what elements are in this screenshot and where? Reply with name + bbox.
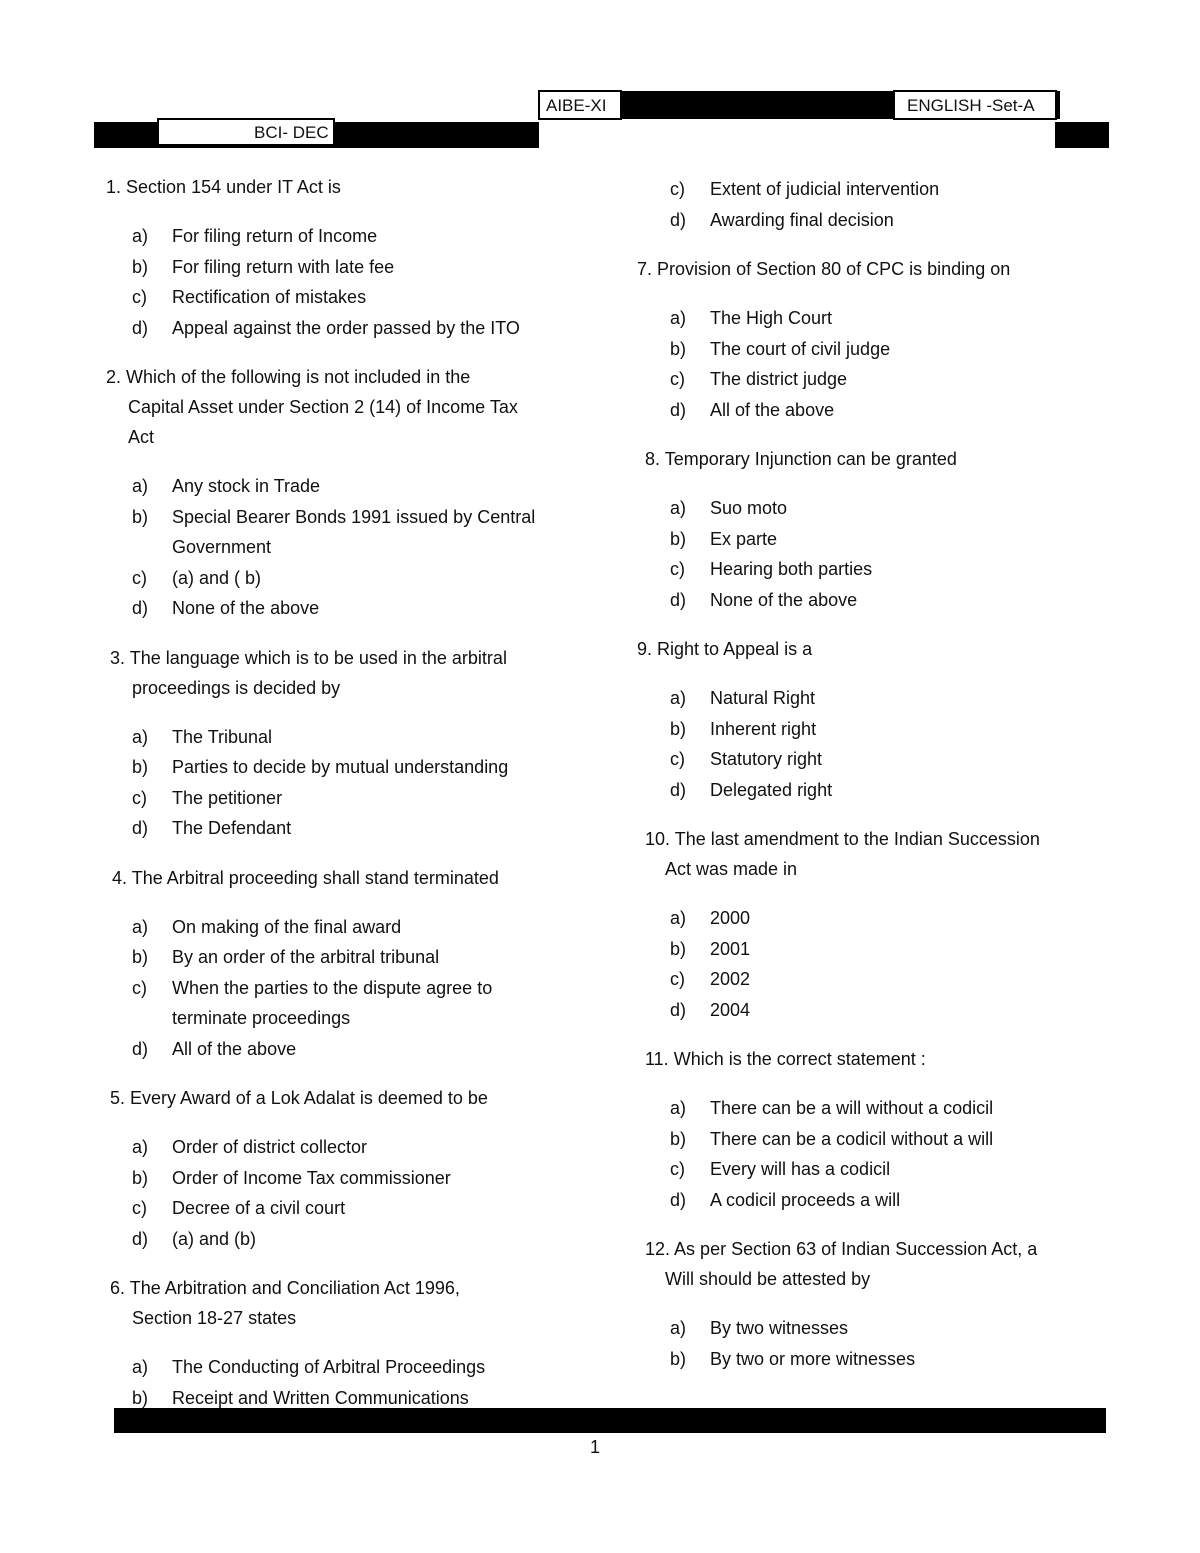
option-text: Statutory right [710, 749, 823, 769]
question-number: 2. [106, 367, 122, 387]
question-text [106, 172, 586, 202]
question-item [110, 1083, 586, 1254]
header-exam-name: AIBE-XI [538, 90, 622, 120]
option-item [641, 775, 1161, 806]
option-text: Extent of judicial intervention [710, 179, 940, 199]
option-item [641, 1124, 1161, 1155]
option-letter: a) [132, 726, 149, 747]
question-number: 5. [110, 1088, 126, 1108]
question-line: Section 154 under IT Act is [126, 177, 341, 197]
options-list [106, 221, 586, 343]
option-letter: b) [670, 718, 687, 739]
option-text: Government [172, 537, 272, 557]
option-letter: c) [670, 749, 685, 769]
question-text: Section 18-27 states [132, 1308, 297, 1328]
option-item [641, 334, 1161, 365]
option-text: Awarding final decision [710, 209, 894, 230]
option-letter: a) [670, 308, 687, 328]
options-list [641, 1093, 1161, 1215]
options-list [106, 1352, 586, 1408]
question-text [645, 1234, 1161, 1264]
option-letter: a) [670, 498, 687, 518]
option-text: There can be a will without a codicil [710, 1098, 994, 1118]
option-text: 2000 [710, 908, 751, 928]
option-item [106, 593, 586, 624]
option-item [641, 585, 1161, 616]
option-item [106, 563, 586, 594]
option-text: By two or more witnesses [710, 1348, 916, 1369]
option-letter: a) [132, 1137, 149, 1157]
option-item [106, 1383, 586, 1409]
question-text: Act [128, 427, 155, 447]
question-number: 7. [637, 259, 653, 279]
option-letter: d) [132, 598, 149, 618]
option-item [641, 205, 1161, 236]
question-line: Which of the following is not included in the [126, 367, 471, 387]
option-letter: b) [670, 1348, 687, 1369]
option-letter: d) [132, 317, 149, 338]
question-number: 11. [645, 1049, 669, 1069]
question-text [645, 824, 1161, 854]
option-text: When the parties to the dispute agree to [172, 977, 493, 998]
question-line: As per Section 63 of Indian Succession Act, a [674, 1239, 1038, 1259]
question-number: 9. [637, 639, 653, 659]
option-text: The High Court [710, 308, 833, 328]
option-letter: d) [132, 1038, 149, 1059]
option-letter: a) [670, 908, 687, 928]
option-letter: b) [670, 1128, 687, 1149]
option-letter: a) [132, 226, 149, 246]
question-continuation [641, 174, 1161, 235]
question-item [106, 362, 586, 624]
option-text: Order of Income Tax commissioner [172, 1167, 451, 1188]
option-text: All of the above [172, 1038, 297, 1059]
option-text: For filing return of Income [172, 226, 378, 246]
option-text: There can be a codicil without a will [710, 1128, 994, 1149]
option-letter: b) [132, 256, 149, 277]
question-text: Will should be attested by [665, 1269, 871, 1289]
option-letter: a) [132, 1357, 149, 1377]
option-text: The petitioner [172, 787, 283, 808]
option-item [641, 303, 1161, 334]
question-number: 8. [645, 449, 661, 469]
option-text: By two witnesses [710, 1318, 849, 1338]
option-text: Ex parte [710, 528, 778, 549]
question-line: Temporary Injunction can be granted [664, 449, 957, 469]
question-item [637, 254, 1161, 425]
footer-bar [114, 1408, 1106, 1433]
question-text: proceedings is decided by [132, 677, 341, 698]
question-number: 1. [106, 177, 122, 197]
option-letter: b) [670, 938, 687, 959]
option-text: None of the above [710, 589, 858, 610]
question-text: Act was made in [665, 859, 798, 879]
option-letter: a) [670, 688, 687, 708]
option-letter: d) [670, 399, 687, 420]
option-letter: c) [670, 369, 685, 389]
question-text [637, 634, 1161, 664]
options-list [106, 471, 586, 624]
left-column [106, 172, 586, 1408]
option-text: Every will has a codicil [710, 1159, 891, 1179]
option-text: A codicil proceeds a will [710, 1189, 901, 1210]
option-item [106, 1224, 586, 1255]
option-text: Hearing both parties [710, 559, 873, 579]
option-item [106, 973, 586, 1034]
header-exam-code: BCI- DEC [157, 118, 335, 146]
question-line: Right to Appeal is a [657, 639, 813, 659]
option-letter: c) [670, 179, 685, 199]
option-text: 2004 [710, 999, 751, 1020]
option-text: 2002 [710, 969, 751, 989]
option-item [106, 252, 586, 283]
option-item [641, 683, 1161, 714]
option-letter: d) [132, 818, 149, 838]
option-item [106, 752, 586, 783]
question-text [110, 1273, 586, 1303]
option-item [106, 1193, 586, 1224]
option-item [106, 1163, 586, 1194]
option-letter: b) [670, 528, 687, 549]
option-item [641, 1093, 1161, 1124]
option-letter: b) [132, 1167, 149, 1188]
option-text: 2001 [710, 938, 751, 959]
option-item [641, 995, 1161, 1026]
option-item [641, 744, 1161, 775]
option-item [641, 493, 1161, 524]
question-item [112, 863, 586, 1065]
option-text: All of the above [710, 399, 835, 420]
option-letter: c) [132, 1198, 147, 1218]
options-list [641, 1313, 1161, 1374]
question-line: The language which is to be used in the arbitral [129, 647, 507, 668]
option-text: Any stock in Trade [172, 476, 321, 496]
question-item [645, 1044, 1161, 1215]
options-list [641, 683, 1161, 805]
option-item [641, 364, 1161, 395]
option-letter: d) [670, 999, 687, 1020]
option-item [106, 1034, 586, 1065]
question-text [637, 254, 1161, 284]
question-text: Capital Asset under Section 2 (14) of Income Tax [128, 397, 518, 417]
option-text: Appeal against the order passed by the ITO [172, 317, 520, 338]
option-text: Parties to decide by mutual understanding [172, 757, 509, 777]
option-item [106, 221, 586, 252]
option-item [106, 282, 586, 313]
options-list [641, 903, 1161, 1025]
option-item [106, 783, 586, 814]
option-item [106, 502, 586, 563]
question-text [645, 1044, 1161, 1074]
option-item [641, 714, 1161, 745]
option-letter: c) [670, 1159, 685, 1179]
question-text [110, 643, 586, 673]
option-text: The court of civil judge [710, 338, 891, 359]
question-number: 6. [110, 1278, 126, 1298]
question-number: 12. [645, 1239, 671, 1259]
option-text: Order of district collector [172, 1137, 368, 1157]
option-letter: d) [132, 1228, 149, 1249]
option-item [641, 903, 1161, 934]
question-number: 3. [110, 647, 126, 668]
options-list [641, 303, 1161, 425]
question-item [637, 634, 1161, 805]
question-line: The Arbitration and Conciliation Act 1996, [129, 1278, 460, 1298]
right-column [637, 172, 1161, 1374]
question-item [645, 1234, 1161, 1374]
options-list [106, 912, 586, 1065]
option-text: Inherent right [710, 718, 817, 739]
option-item [106, 1352, 586, 1383]
option-item [641, 934, 1161, 965]
question-item [106, 172, 586, 343]
option-text: Special Bearer Bonds 1991 issued by Central [172, 506, 536, 527]
question-item [110, 643, 586, 844]
option-letter: b) [132, 947, 149, 967]
option-text: Rectification of mistakes [172, 287, 367, 307]
option-text: Suo moto [710, 498, 788, 518]
option-letter: d) [670, 1189, 687, 1210]
option-letter: b) [132, 506, 149, 527]
option-letter: d) [670, 779, 687, 800]
option-item [106, 942, 586, 973]
option-text: The Tribunal [172, 726, 273, 747]
question-item [645, 444, 1161, 615]
option-item [106, 1132, 586, 1163]
option-text: By an order of the arbitral tribunal [172, 947, 440, 967]
question-line: Every Award of a Lok Adalat is deemed to be [130, 1088, 488, 1108]
header-set: ENGLISH -Set-A [893, 90, 1057, 120]
option-letter: c) [670, 559, 685, 579]
question-text [106, 362, 586, 392]
question-text [112, 863, 586, 893]
option-text: The Defendant [172, 818, 292, 838]
options-list [641, 493, 1161, 615]
question-item [645, 824, 1161, 1025]
option-text: (a) and ( b) [172, 567, 262, 588]
option-letter: a) [132, 916, 149, 937]
question-number: 10. [645, 829, 671, 849]
option-item [641, 395, 1161, 426]
option-text: The Conducting of Arbitral Proceedings [172, 1357, 486, 1377]
option-letter: d) [670, 209, 687, 230]
option-item [641, 964, 1161, 995]
option-text: Decree of a civil court [172, 1198, 346, 1218]
option-letter: b) [670, 338, 687, 359]
option-item [106, 722, 586, 753]
options-list [106, 722, 586, 844]
option-letter: c) [132, 287, 147, 307]
option-text: None of the above [172, 598, 320, 618]
option-letter: c) [670, 969, 685, 989]
option-item [106, 471, 586, 502]
option-letter: c) [132, 787, 147, 808]
question-number: 4. [112, 867, 128, 888]
question-line: The Arbitral proceeding shall stand terminated [131, 867, 499, 888]
option-item [641, 524, 1161, 555]
option-item [641, 554, 1161, 585]
option-text: For filing return with late fee [172, 256, 395, 277]
option-letter: a) [670, 1318, 687, 1338]
question-line: The last amendment to the Indian Succession [674, 829, 1040, 849]
option-letter: c) [132, 977, 147, 998]
option-item [106, 912, 586, 943]
option-text: Natural Right [710, 688, 816, 708]
option-text: Delegated right [710, 779, 833, 800]
option-item [641, 1185, 1161, 1216]
option-text: terminate proceedings [172, 1008, 351, 1028]
option-letter: b) [132, 1387, 149, 1408]
option-letter: a) [132, 476, 149, 496]
question-text [110, 1083, 586, 1113]
page-number: 1 [589, 1437, 600, 1457]
question-item [110, 1273, 586, 1408]
option-text: On making of the final award [172, 916, 402, 937]
question-text [645, 444, 1161, 474]
option-text: The district judge [710, 369, 848, 389]
question-line: Which is the correct statement : [673, 1049, 926, 1069]
option-letter: c) [132, 567, 147, 588]
option-letter: b) [132, 757, 149, 777]
option-item [641, 174, 1161, 205]
option-item [641, 1154, 1161, 1185]
option-text: (a) and (b) [172, 1228, 257, 1249]
option-item [106, 313, 586, 344]
question-line: Provision of Section 80 of CPC is binding on [657, 259, 1011, 279]
options-list [106, 1132, 586, 1254]
option-letter: a) [670, 1098, 687, 1118]
option-item [106, 813, 586, 844]
option-item [641, 1344, 1161, 1375]
option-text: Receipt and Written Communications [172, 1387, 469, 1408]
option-letter: d) [670, 589, 687, 610]
option-item [641, 1313, 1161, 1344]
